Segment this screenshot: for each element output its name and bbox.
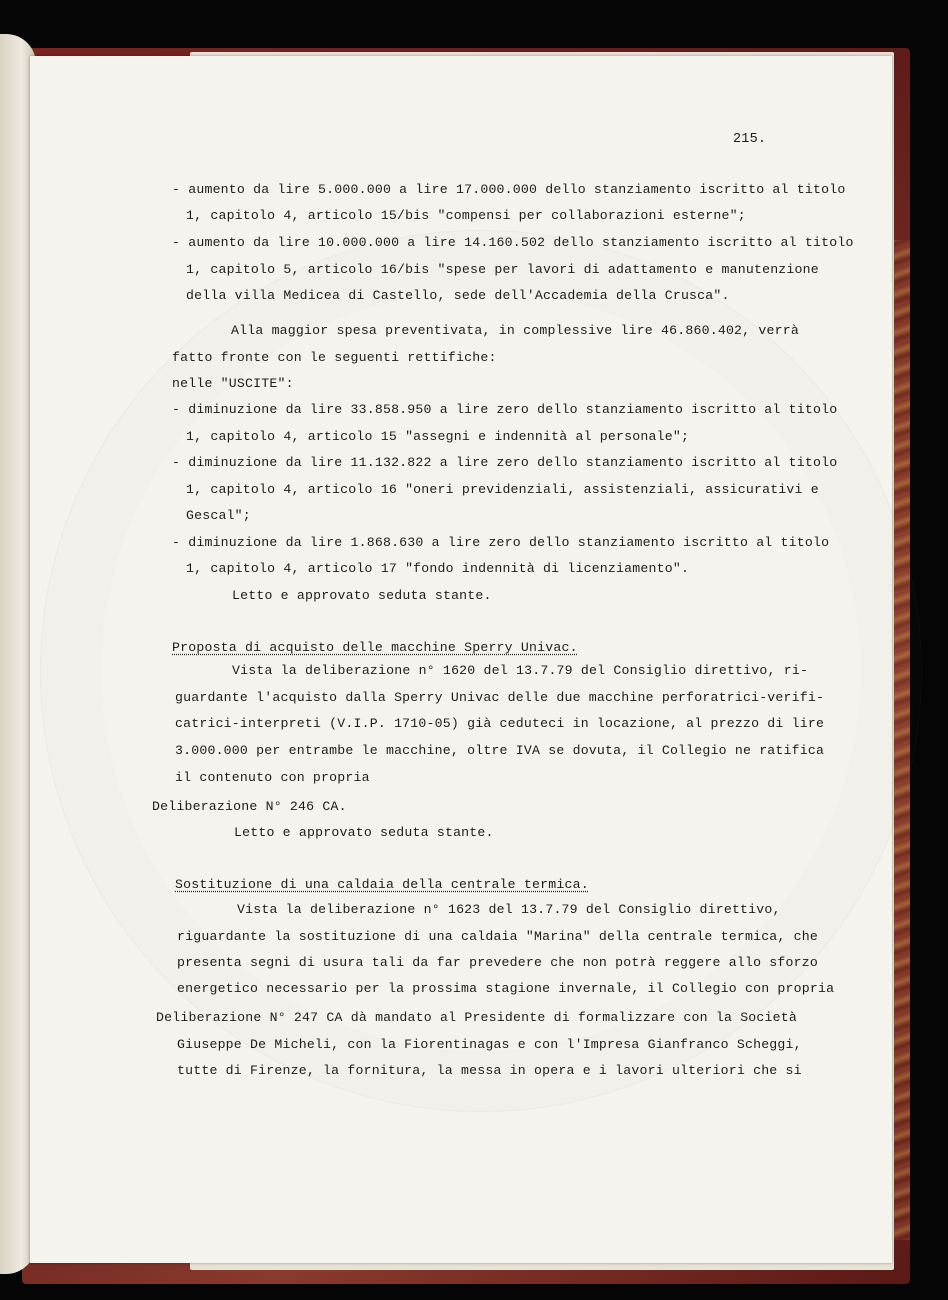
text-line: 3.000.000 per entrambe le macchine, oltre IVA se dovuta, il Collegio ne ratifica — [175, 743, 825, 758]
text-line: energetico necessario per la prossima stagione invernale, il Collegio con propria — [177, 981, 835, 996]
text-line: - diminuzione da lire 33.858.950 a lire zero dello stanziamento iscritto al titolo — [172, 402, 838, 417]
text-line: Alla maggior spesa preventivata, in complessive lire 46.860.402, verrà — [231, 323, 799, 338]
text-line: presenta segni di usura tali da far prevedere che non potrà reggere allo sforzo — [177, 955, 818, 970]
text-line: 1, capitolo 4, articolo 16 "oneri previdenziali, assistenziali, assicurativi e — [186, 482, 819, 497]
text-line: nelle "USCITE": — [172, 376, 294, 391]
text-line: riguardante la sostituzione di una caldaia "Marina" della centrale termica, che — [177, 929, 818, 944]
text-line: fatto fronte con le seguenti rettifiche: — [172, 350, 497, 365]
text-line: Giuseppe De Micheli, con la Fiorentinagas e con l'Impresa Gianfranco Scheggi, — [177, 1037, 802, 1052]
text-line: Letto e approvato seduta stante. — [232, 588, 492, 603]
text-line: il contenuto con propria — [175, 770, 370, 785]
text-line: 1, capitolo 4, articolo 15/bis "compensi per collaborazioni esterne"; — [186, 208, 746, 223]
deliberation-number: Deliberazione N° 247 CA dà mandato al Presidente di formalizzare con la Società — [156, 1010, 797, 1025]
text-line: tutte di Firenze, la fornitura, la messa in opera e i lavori ulteriori che si — [177, 1063, 802, 1078]
text-line: Gescal"; — [186, 508, 251, 523]
text-line: Vista la deliberazione n° 1623 del 13.7.79 del Consiglio direttivo, — [237, 902, 781, 917]
text-line: catrici-interpreti (V.I.P. 1710-05) già ceduteci in locazione, al prezzo di lire — [175, 716, 825, 731]
text-line: della villa Medicea di Castello, sede dell'Accademia della Crusca". — [186, 288, 730, 303]
text-line: 1, capitolo 4, articolo 15 "assegni e indennità al personale"; — [186, 429, 690, 444]
text-line: - aumento da lire 10.000.000 a lire 14.160.502 dello stanziamento iscritto al titolo — [172, 235, 854, 250]
text-line: 1, capitolo 5, articolo 16/bis "spese per lavori di adattamento e manutenzione — [186, 262, 819, 277]
section-heading: Proposta di acquisto delle macchine Sperry Univac. — [172, 640, 578, 655]
deliberation-number: Deliberazione N° 246 CA. — [152, 799, 347, 814]
text-line: guardante l'acquisto dalla Sperry Univac delle due macchine perforatrici-verifi- — [175, 690, 825, 705]
text-line: - aumento da lire 5.000.000 a lire 17.000.000 dello stanziamento iscritto al titolo — [172, 182, 846, 197]
text-line: Letto e approvato seduta stante. — [234, 825, 494, 840]
text-line: - diminuzione da lire 1.868.630 a lire zero dello stanziamento iscritto al titolo — [172, 535, 830, 550]
text-line: Vista la deliberazione n° 1620 del 13.7.79 del Consiglio direttivo, ri- — [232, 663, 809, 678]
text-line: - diminuzione da lire 11.132.822 a lire zero dello stanziamento iscritto al titolo — [172, 455, 838, 470]
page-number: 215. — [733, 132, 767, 147]
text-line: 1, capitolo 4, articolo 17 "fondo indennità di licenziamento". — [186, 561, 690, 576]
section-heading: Sostituzione di una caldaia della centrale termica. — [175, 877, 589, 892]
